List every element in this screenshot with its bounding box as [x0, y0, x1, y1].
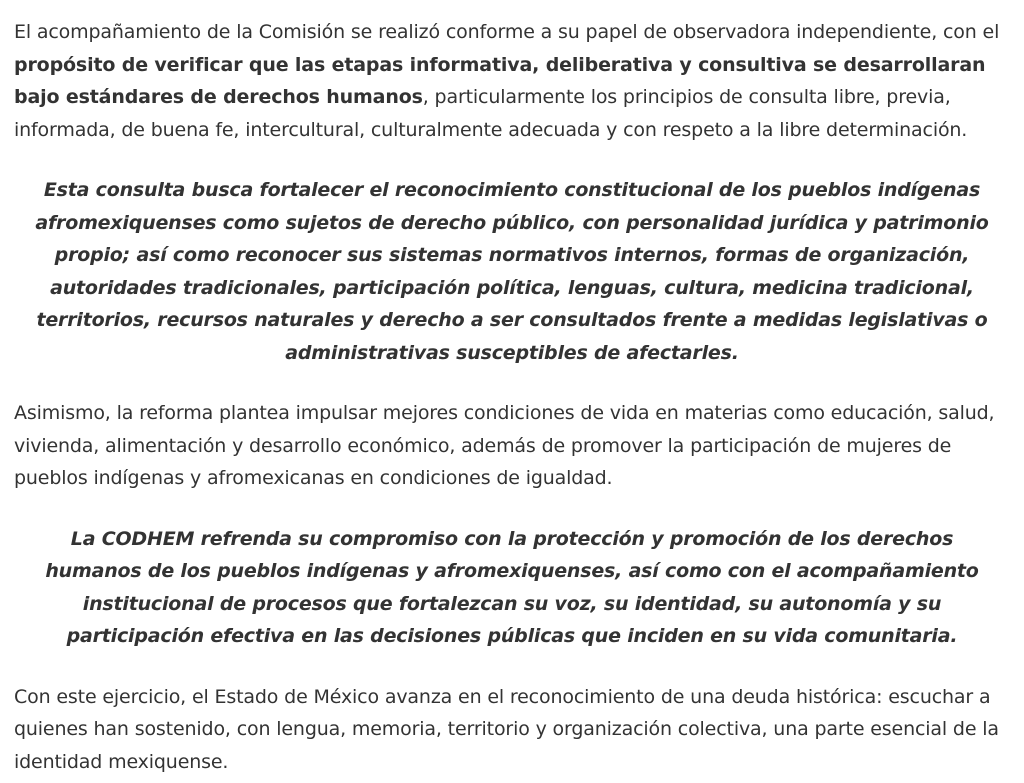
- paragraph-historical-debt: Con este ejercicio, el Estado de México avanza en el reconocimiento de una deuda histórica: escuchar a quienes han sostenido, con lengua, memoria, territorio y organización colectiva, una parte esencial de la identidad mexiquense.: [14, 685, 999, 773]
- paragraph-commission-accompaniment: [14, 16, 1010, 146]
- paragraph-1-text-after: , particularmente los principios de consulta libre, previa, informada, de buena fe, intercultural, culturalmente adecuada y con respeto a la libre determinación.: [14, 86, 968, 141]
- paragraph-reform-conditions: Asimismo, la reforma plantea impulsar mejores condiciones de vida en materias como educación, salud, vivienda, alimentación y desarrollo económico, además de promover la participación de mujeres de pueblos indígenas y afromexicanas en condiciones de igualdad.: [14, 402, 995, 489]
- paragraph-1-bold-text: propósito de verificar que las etapas informativa, deliberativa y consultiva se desarrollaran bajo estándares de derechos humanos: [14, 53, 986, 108]
- highlight-quote-consultation: Esta consulta busca fortalecer el reconocimiento constitucional de los pueblos indígenas afromexiquenses como sujetos de derecho público, con personalidad jurídica y patrimonio propio; así como reconocer sus sistemas normativos internos, formas de organización, autoridades tradicionales, participación política, lenguas, cultura, medicina tradicional, territorios, recursos naturales y derecho a ser consultados frente a medidas legislativas o administrativas susceptibles de afectarles.: [35, 179, 989, 364]
- highlight-quote-codhem: La CODHEM refrenda su compromiso con la protección y promoción de los derechos humanos de los pueblos indígenas y afromexiquenses, así como con el acompañamiento institucional de procesos que fortalezcan su voz, su identidad, su autonomía y su participación efectiva en las decisiones públicas que inciden en su vida comunitaria.: [45, 527, 979, 647]
- paragraph-1-text-before: El acompañamiento de la Comisión se realizó conforme a su papel de observadora independiente, con el: [14, 21, 1000, 43]
